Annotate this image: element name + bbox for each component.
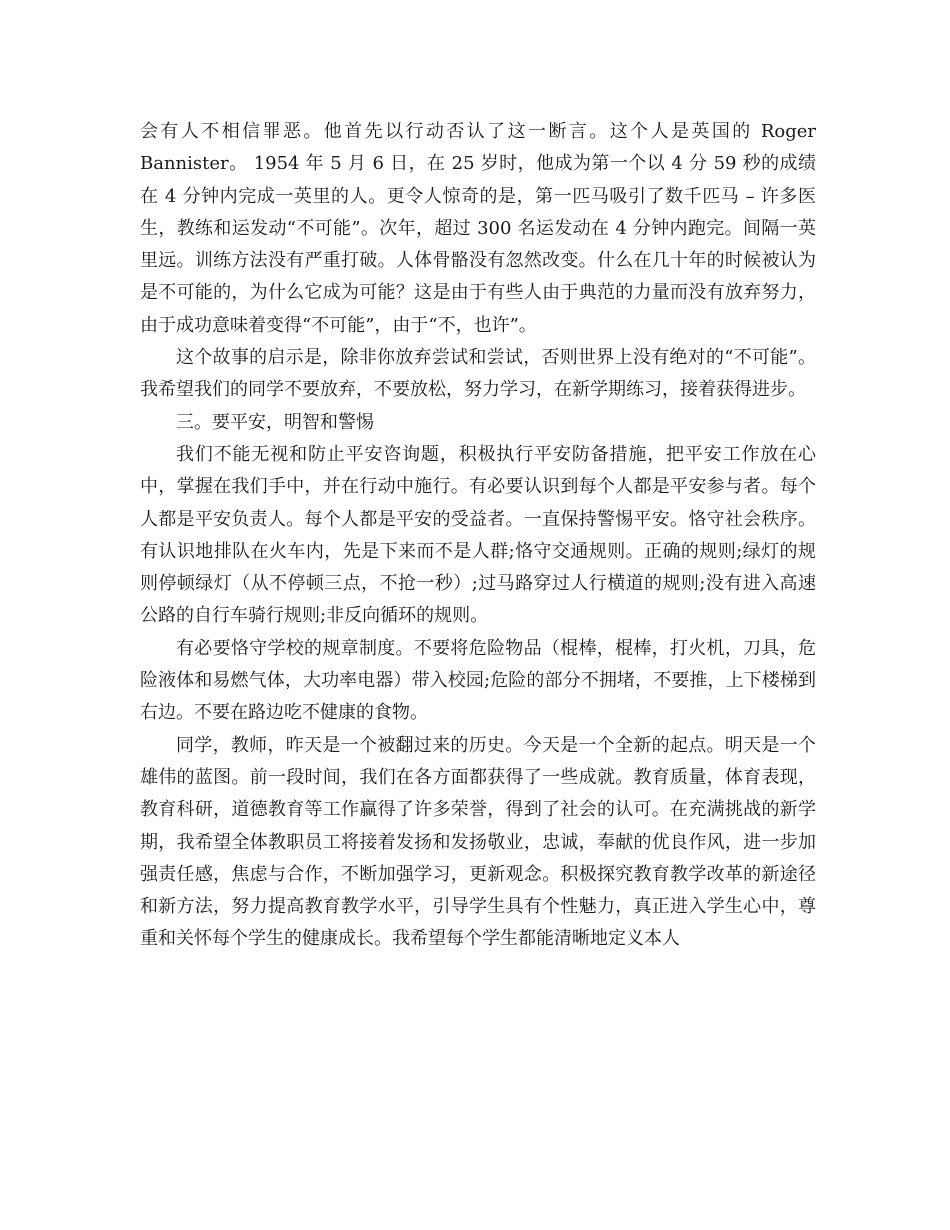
section-heading: 三。要平安，明智和警惕 [176, 411, 374, 433]
paragraph-5: 同学，教师，昨天是一个被翻过来的历史。今天是一个全新的起点。明天是一个雄伟的蓝图。前一段时间，我们在各方面都获得了一些成就。教育质量，体育表现，教育科研，道德教育等工作赢得了许多荣誉，得到了社会的认可。在充满挑战的新学期，我希望全体教职员工将接着发扬和发扬敬业，忠诚，奉献的优良作风，进一步加强责任感，焦虑与合作，不断加强学习，更新观念。积极探究教育教学改革的新途径和新方法，努力提高教育教学水平，引导学生具有个性魅力，真正进入学生心中，尊重和关怀每个学生的健康成长。我希望每个学生都能清晰地定义本人 [140, 734, 816, 950]
paragraph-4: 有必要恪守学校的规章制度。不要将危险物品（棍棒，棍棒，打火机，刀具，危险液体和易燃气体，大功率电器）带入校园;危险的部分不拥堵，不要推，上下楼梯到右边。不要在路边吃不健康的食物。 [140, 637, 816, 724]
paragraph-3: 我们不能无视和防止平安咨询题，积极执行平安防备措施，把平安工作放在心中，掌握在我们手中，并在行动中施行。有必要认识到每个人都是平安参与者。每个人都是平安负责人。每个人都是平安的受益者。一直保持警惕平安。恪守社会秩序。有认识地排队在火车内，先是下来而不是人群;恪守交通规则。正确的规则;绿灯的规则停顿绿灯（从不停顿三点，不抢一秒）;过马路穿过人行横道的规则;没有进入高速公路的自行车骑行规则;非反向循环的规则。 [140, 443, 816, 627]
paragraph-1: 会有人不相信罪恶。他首先以行动否认了这一断言。这个人是英国的 Roger Bannister。 1954 年 5 月 6 日，在 25 岁时，他成为第一个以 4 分 59 秒的成绩在 4 分钟内完成一英里的人。更令人惊奇的是，第一匹马吸引了数千匹马 – 许多医生，教练和运发动“不可能”。次年，超过 300 名运发动在 4 分钟内跑完。间隔一英里远。训练方法没有严重打破。人体骨骼没有忽然改变。什么在几十年的时候被认为是不可能的，为什么它成为可能？这是由于有些人由于典范的力量而没有放弃努力，由于成功意味着变得“不可能”，由于“不，也许”。 [140, 121, 816, 336]
paragraph-2: 这个故事的启示是，除非你放弃尝试和尝试，否则世界上没有绝对的“不可能”。我希望我们的同学不要放弃，不要放松，努力学习，在新学期练习，接着获得进步。 [140, 347, 816, 401]
document-body [140, 116, 816, 956]
